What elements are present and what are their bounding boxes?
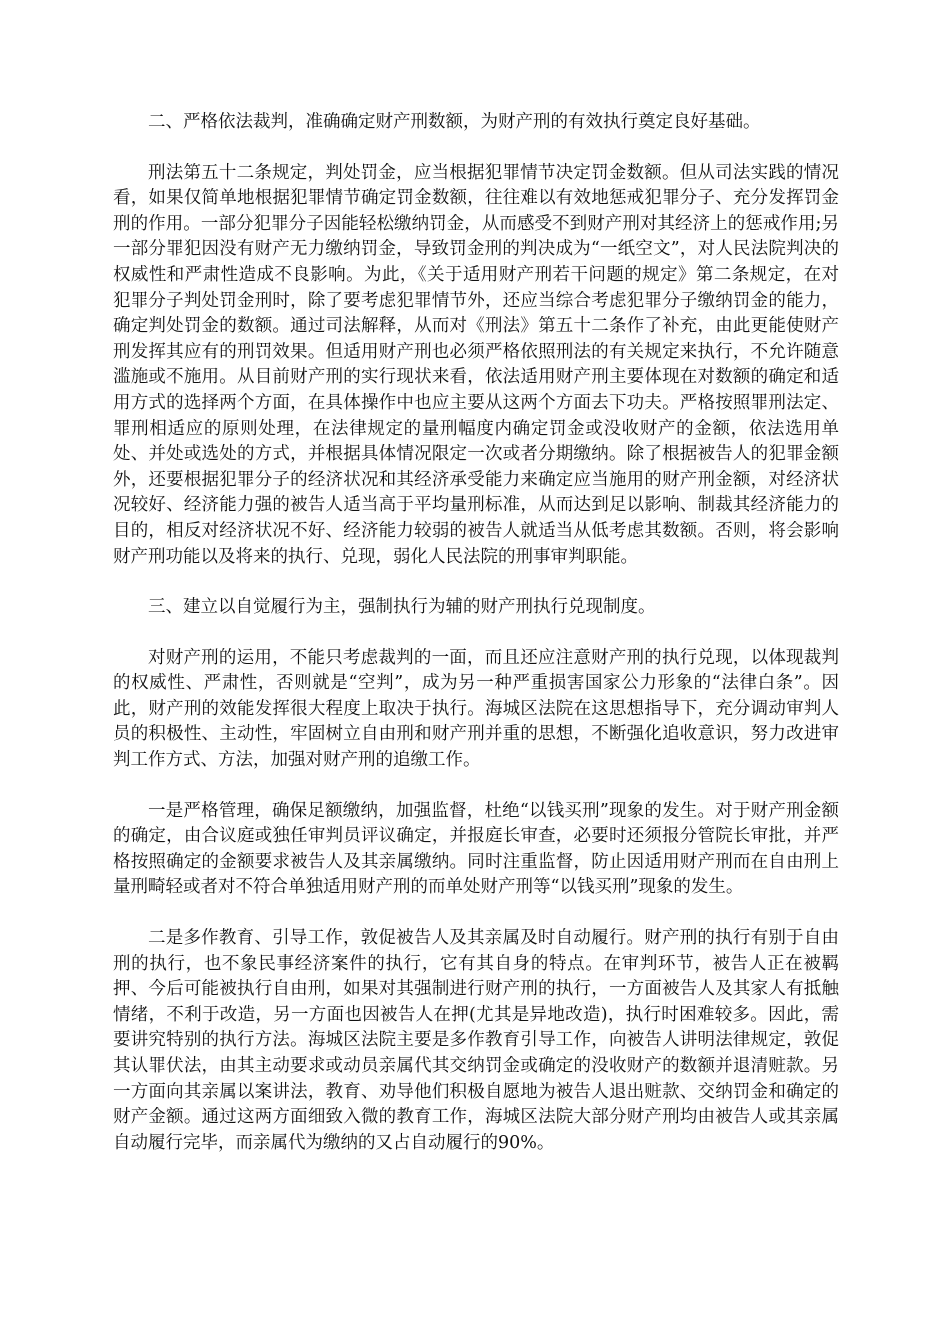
paragraph-point-two: 二是多作教育、引导工作，敦促被告人及其亲属及时自动履行。财产刑的执行有别于自由刑的执行，也不象民事经济案件的执行，它有其自身的特点。在审判环节，被告人正在被羁押、今后可能被执行自由刑，如果对其强制进行财产刑的执行，一方面被告人及其家人有抵触情绪，不利于改造，另一方面也因被告人在押(尤其是异地改造)，执行时困难较多。因此，需要讲究特别的执行方法。海城区法院主要是多作教育引导工作，向被告人讲明法律规定，敦促其认罪伏法，由其主动要求或动员亲属代其交纳罚金或确定的没收财产的数额并退清赃款。另一方面向其亲属以案讲法，教育、劝导他们积极自愿地为被告人退出赃款、交纳罚金和确定的财产金额。通过这两方面细致入微的教育工作，海城区法院大部分财产刑均由被告人或其亲属自动履行完毕，而亲属代为缴纳的又占自动履行的90%。 [113, 928, 839, 1153]
section-heading-three: 三、建立以自觉履行为主，强制执行为辅的财产刑执行兑现制度。 [148, 597, 656, 618]
paragraph-fine-amount: 刑法第五十二条规定，判处罚金，应当根据犯罪情节决定罚金数额。但从司法实践的情况看，如果仅简单地根据犯罪情节确定罚金数额，往往难以有效地惩戒犯罪分子、充分发挥罚金刑的作用。一部分犯罪分子因能轻松缴纳罚金，从而感受不到财产刑对其经济上的惩戒作用;另一部分罪犯因没有财产无力缴纳罚金，导致罚金刑的判决成为“一纸空文”，对人民法院判决的权威性和严肃性造成不良影响。为此，《关于适用财产刑若干问题的规定》第二条规定，在对犯罪分子判处罚金刑时，除了要考虑犯罪情节外，还应当综合考虑犯罪分子缴纳罚金的能力，确定判处罚金的数额。通过司法解释，从而对《刑法》第五十二条作了补充，由此更能使财产刑发挥其应有的刑罚效果。但适用财产刑也必须严格依照刑法的有关规定来执行，不允许随意滥施或不施用。从目前财产刑的实行现状来看，依法适用财产刑主要体现在对数额的确定和适用方式的选择两个方面，在具体操作中也应主要从这两个方面去下功夫。严格按照罪刑法定、罪刑相适应的原则处理，在法律规定的量刑幅度内确定罚金或没收财产的金额，依法选用单处、并处或选处的方式，并根据具体情况限定一次或者分期缴纳。除了根据被告人的犯罪金额外，还要根据犯罪分子的经济状况和其经济承受能力来确定应当施用的财产刑金额，对经济状况较好、经济能力强的被告人适当高于平均量刑标准，从而达到足以影响、制裁其经济能力的目的，相反对经济状况不好、经济能力较弱的被告人就适当从低考虑其数额。否则，将会影响财产刑功能以及将来的执行、兑现，弱化人民法院的刑事审判职能。 [113, 162, 839, 567]
section-heading-two: 二、严格依法裁判，准确确定财产刑数额，为财产刑的有效执行奠定良好基础。 [148, 112, 761, 132]
paragraph-point-one: 一是严格管理，确保足额缴纳，加强监督，杜绝“以钱买刑”现象的发生。对于财产刑金额的确定，由合议庭或独任审判员评议确定，并报庭长审查，必要时还须报分管院长审批，并严格按照确定的金额要求被告人及其亲属缴纳。同时注重监督，防止因适用财产刑而在自由刑上量刑畸轻或者对不符合单独适用财产刑的而单处财产刑等“以钱买刑”现象的发生。 [113, 800, 839, 898]
paragraph-execution: 对财产刑的运用，不能只考虑裁判的一面，而且还应注意财产刑的执行兑现，以体现裁判的权威性、严肃性，否则就是“空判”，成为另一种严重损害国家公力形象的“法律白条”。因此，财产刑的效能发挥很大程度上取决于执行。海城区法院在这思想指导下，充分调动审判人员的积极性、主动性，牢固树立自由刑和财产刑并重的思想，不断强化追收意识，努力改进审判工作方式、方法，加强对财产刑的追缴工作。 [113, 647, 839, 771]
document-body [113, 110, 839, 1181]
